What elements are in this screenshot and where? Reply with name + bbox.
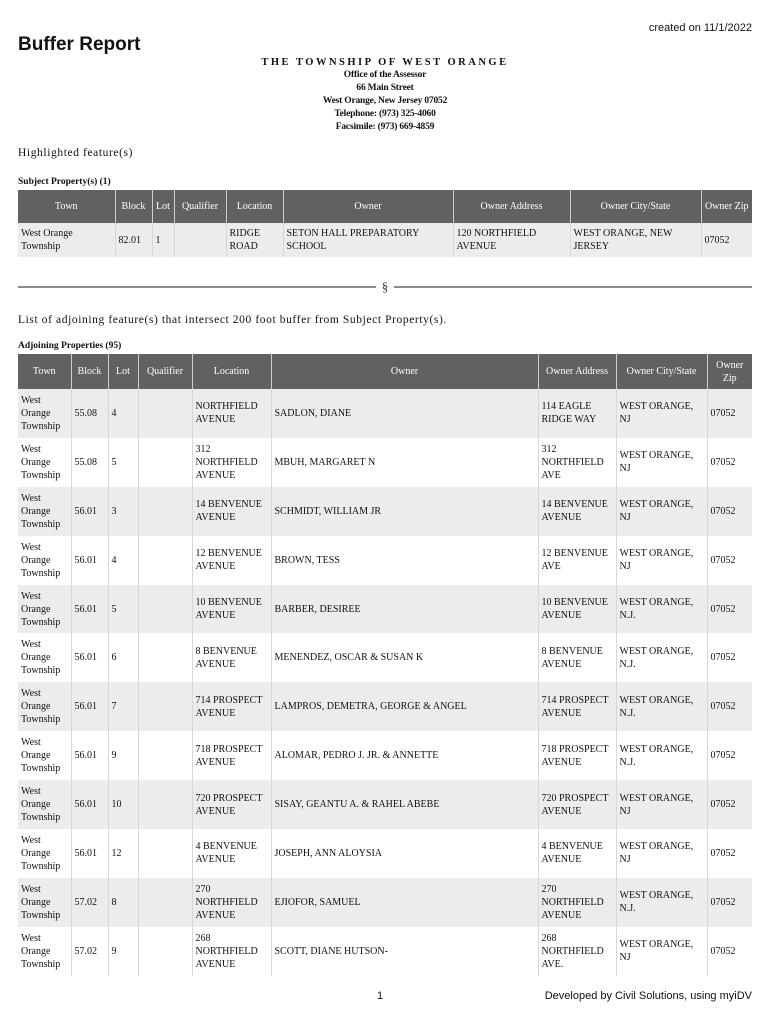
owner-zip-cell: 07052 [710,456,736,468]
report-title: Buffer Report [18,34,141,55]
location-cell: 4 BENVENUE AVENUE [192,829,271,878]
qualifier-cell [138,438,192,487]
table-row [18,633,752,682]
owner-address-cell: 14 BENVENUE AVENUE [538,487,616,536]
table-row [18,536,752,585]
column-header: Qualifier [174,190,226,223]
owner-zip-cell: 07052 [707,585,752,634]
owner-city-state-cell: WEST ORANGE, N.J. [616,731,707,780]
owner-zip-cell: 07052 [707,878,752,927]
block-cell: 56.01 [71,536,108,585]
location-cell: 268 NORTHFIELD AVENUE [192,927,271,976]
town-cell: West Orange Township [18,389,71,438]
column-header: Owner Address [453,190,570,223]
table-row [18,829,752,878]
lot-cell: 5 [108,585,138,634]
column-header: Block [115,190,152,223]
lot-cell: 6 [108,633,138,682]
owner-zip-cell: 07052 [710,554,736,566]
column-header: Owner City/State [570,190,701,223]
qualifier-cell [138,633,192,682]
owner-address-cell: 4 BENVENUE AVENUE [538,829,616,878]
qualifier-cell [138,927,192,976]
adjoining-table-header [18,354,752,389]
created-date: created on 11/1/2022 [648,22,752,34]
column-header: Lot [152,190,174,223]
owner-address-cell: 10 BENVENUE AVENUE [538,585,616,634]
location-cell: 720 PROSPECT AVENUE [192,780,271,829]
town-cell: West Orange Township [18,878,71,927]
block-cell: 57.02 [71,878,108,927]
table-row [18,487,752,536]
owner-zip-cell: 07052 [707,487,752,536]
lot-cell: 10 [108,780,138,829]
qualifier-cell [138,780,192,829]
block-cell: 56.01 [71,682,108,731]
owner-zip-cell: 07052 [710,945,736,957]
town-cell: West Orange Township [18,487,71,536]
owner-cell: SADLON, DIANE [271,389,538,438]
location-cell: 714 PROSPECT AVENUE [192,682,271,731]
location-cell: 312 NORTHFIELD AVENUE [192,438,271,487]
page-number: 1 [377,990,384,1002]
street-address: 66 Main Street [356,83,414,93]
lot-cell: 8 [108,878,138,927]
lot-cell: 4 [108,536,138,585]
qualifier-cell [138,829,192,878]
location-cell: 12 BENVENUE AVENUE [192,536,271,585]
table-row [18,389,752,438]
owner-address-cell: 714 PROSPECT AVENUE [538,682,616,731]
block-cell: 56.01 [71,487,108,536]
owner-address-cell: 8 BENVENUE AVENUE [538,633,616,682]
owner-address-cell: 270 NORTHFIELD AVENUE [538,878,616,927]
lot-cell: 7 [108,682,138,731]
owner-city-state-cell: WEST ORANGE, NJ [616,438,707,487]
qualifier-cell [138,878,192,927]
qualifier-cell [174,223,226,257]
lot-cell: 12 [108,829,138,878]
owner-cell: JOSEPH, ANN ALOYSIA [271,829,538,878]
column-header: Location [192,354,271,389]
column-header: Owner City/State [616,354,707,389]
block-cell: 57.02 [71,927,108,976]
town-cell: West Orange Township [18,536,71,585]
owner-cell: ALOMAR, PEDRO J. JR. & ANNETTE [271,731,538,780]
owner-city-state-cell: WEST ORANGE, NJ [616,536,707,585]
owner-cell: EJIOFOR, SAMUEL [271,878,538,927]
column-header: Block [71,354,108,389]
block-cell: 55.08 [71,438,108,487]
owner-city-state-cell: WEST ORANGE, NJ [616,487,707,536]
qualifier-cell [138,731,192,780]
owner-cell: SCHMIDT, WILLIAM JR [271,487,538,536]
town-cell: West Orange Township [18,223,115,257]
owner-city-state-cell: WEST ORANGE, N.J. [616,878,707,927]
lot-cell: 9 [108,927,138,976]
town-cell: West Orange Township [18,438,71,487]
owner-city-state-cell: WEST ORANGE, NJ [616,829,707,878]
adjoining-heading: List of adjoining feature(s) that intersect 200 foot buffer from Subject Property(s). [18,314,447,326]
lot-cell: 4 [108,389,138,438]
table-row [18,223,752,257]
owner-address-cell: 120 NORTHFIELD AVENUE [453,223,570,257]
owner-zip-cell: 07052 [710,652,736,664]
subject-property-table [18,190,752,257]
owner-cell: SCOTT, DIANE HUTSON- [271,927,538,976]
town-cell: West Orange Township [18,780,71,829]
owner-address-cell: 720 PROSPECT AVENUE [538,780,616,829]
footer-credit: Developed by Civil Solutions, using myiDV [544,990,752,1002]
subject-table-header [18,190,752,223]
owner-address-cell: 268 NORTHFIELD AVE. [538,927,616,976]
owner-cell: SISAY, GEANTU A. & RAHEL ABEBE [271,780,538,829]
town-cell: West Orange Township [18,829,71,878]
owner-cell: MBUH, MARGARET N [271,438,538,487]
owner-zip-cell: 07052 [707,682,752,731]
section-divider [18,279,752,296]
block-cell: 56.01 [71,829,108,878]
column-header: Town [18,354,71,389]
column-header: Location [226,190,283,223]
table-row [18,438,752,487]
section-mark: § [381,279,389,294]
block-cell: 56.01 [71,633,108,682]
owner-address-cell: 718 PROSPECT AVENUE [538,731,616,780]
town-cell: West Orange Township [18,633,71,682]
owner-zip-cell: 07052 [707,780,752,829]
column-header: Lot [108,354,138,389]
column-header: Town [18,190,115,223]
location-cell: 718 PROSPECT AVENUE [192,731,271,780]
owner-city-state-cell: WEST ORANGE, NEW JERSEY [570,223,701,257]
owner-address-cell: 114 EAGLE RIDGE WAY [538,389,616,438]
lot-cell: 1 [152,223,174,257]
telephone: Telephone: (973) 325-4060 [334,109,436,119]
owner-zip-cell: 07052 [707,389,752,438]
qualifier-cell [138,682,192,731]
block-cell: 56.01 [71,780,108,829]
subject-caption: Subject Property(s) (1) [18,177,111,187]
owner-zip-cell: 07052 [710,847,736,859]
divider-rule-left [18,286,376,288]
lot-cell: 5 [108,438,138,487]
owner-city-state-cell: WEST ORANGE, NJ [616,389,707,438]
column-header: Qualifier [138,354,192,389]
owner-zip-cell: 07052 [701,223,752,257]
owner-city-state-cell: WEST ORANGE, N.J. [616,585,707,634]
location-cell: 10 BENVENUE AVENUE [192,585,271,634]
table-row [18,731,752,780]
owner-address-cell: 12 BENVENUE AVE [538,536,616,585]
owner-cell: LAMPROS, DEMETRA, GEORGE & ANGEL [271,682,538,731]
block-cell: 82.01 [115,223,152,257]
owner-city-state-cell: WEST ORANGE, N.J. [616,682,707,731]
town-cell: West Orange Township [18,585,71,634]
location-cell: 14 BENVENUE AVENUE [192,487,271,536]
owner-cell: BROWN, TESS [271,536,538,585]
owner-cell: MENENDEZ, OSCAR & SUSAN K [271,633,538,682]
owner-zip-cell: 07052 [710,750,736,762]
column-header: Owner Zip [701,190,752,223]
table-row [18,585,752,634]
adjoining-properties-table [18,354,752,976]
block-cell: 56.01 [71,731,108,780]
qualifier-cell [138,487,192,536]
owner-cell: BARBER, DESIREE [271,585,538,634]
lot-cell: 9 [108,731,138,780]
table-row [18,780,752,829]
block-cell: 55.08 [71,389,108,438]
town-cell: West Orange Township [18,682,71,731]
letterhead [0,56,770,134]
qualifier-cell [138,585,192,634]
owner-address-cell: 312 NORTHFIELD AVE [538,438,616,487]
facsimile: Facsimile: (973) 669-4859 [335,122,435,132]
town-cell: West Orange Township [18,731,71,780]
location-cell: 8 BENVENUE AVENUE [192,633,271,682]
column-header: Owner [271,354,538,389]
table-row [18,682,752,731]
town-cell: West Orange Township [18,927,71,976]
adjoining-caption: Adjoining Properties (95) [18,341,122,351]
highlighted-heading: Highlighted feature(s) [18,147,134,159]
column-header: Owner Zip [707,354,752,389]
owner-city-state-cell: WEST ORANGE, NJ [616,780,707,829]
table-row [18,878,752,927]
qualifier-cell [138,536,192,585]
owner-city-state-cell: WEST ORANGE, N.J. [616,633,707,682]
location-cell: RIDGE ROAD [226,223,283,257]
location-cell: 270 NORTHFIELD AVENUE [192,878,271,927]
lot-cell: 3 [108,487,138,536]
owner-cell: SETON HALL PREPARATORY SCHOOL [283,223,453,257]
qualifier-cell [138,389,192,438]
column-header: Owner [283,190,453,223]
table-row [18,927,752,976]
owner-city-state-cell: WEST ORANGE, NJ [616,927,707,976]
city-address: West Orange, New Jersey 07052 [322,96,448,106]
office-name: Office of the Assessor [343,70,427,80]
township-name: THE TOWNSHIP OF WEST ORANGE [261,57,509,68]
divider-rule-right [394,286,752,288]
block-cell: 56.01 [71,585,108,634]
location-cell: NORTHFIELD AVENUE [192,389,271,438]
column-header: Owner Address [538,354,616,389]
